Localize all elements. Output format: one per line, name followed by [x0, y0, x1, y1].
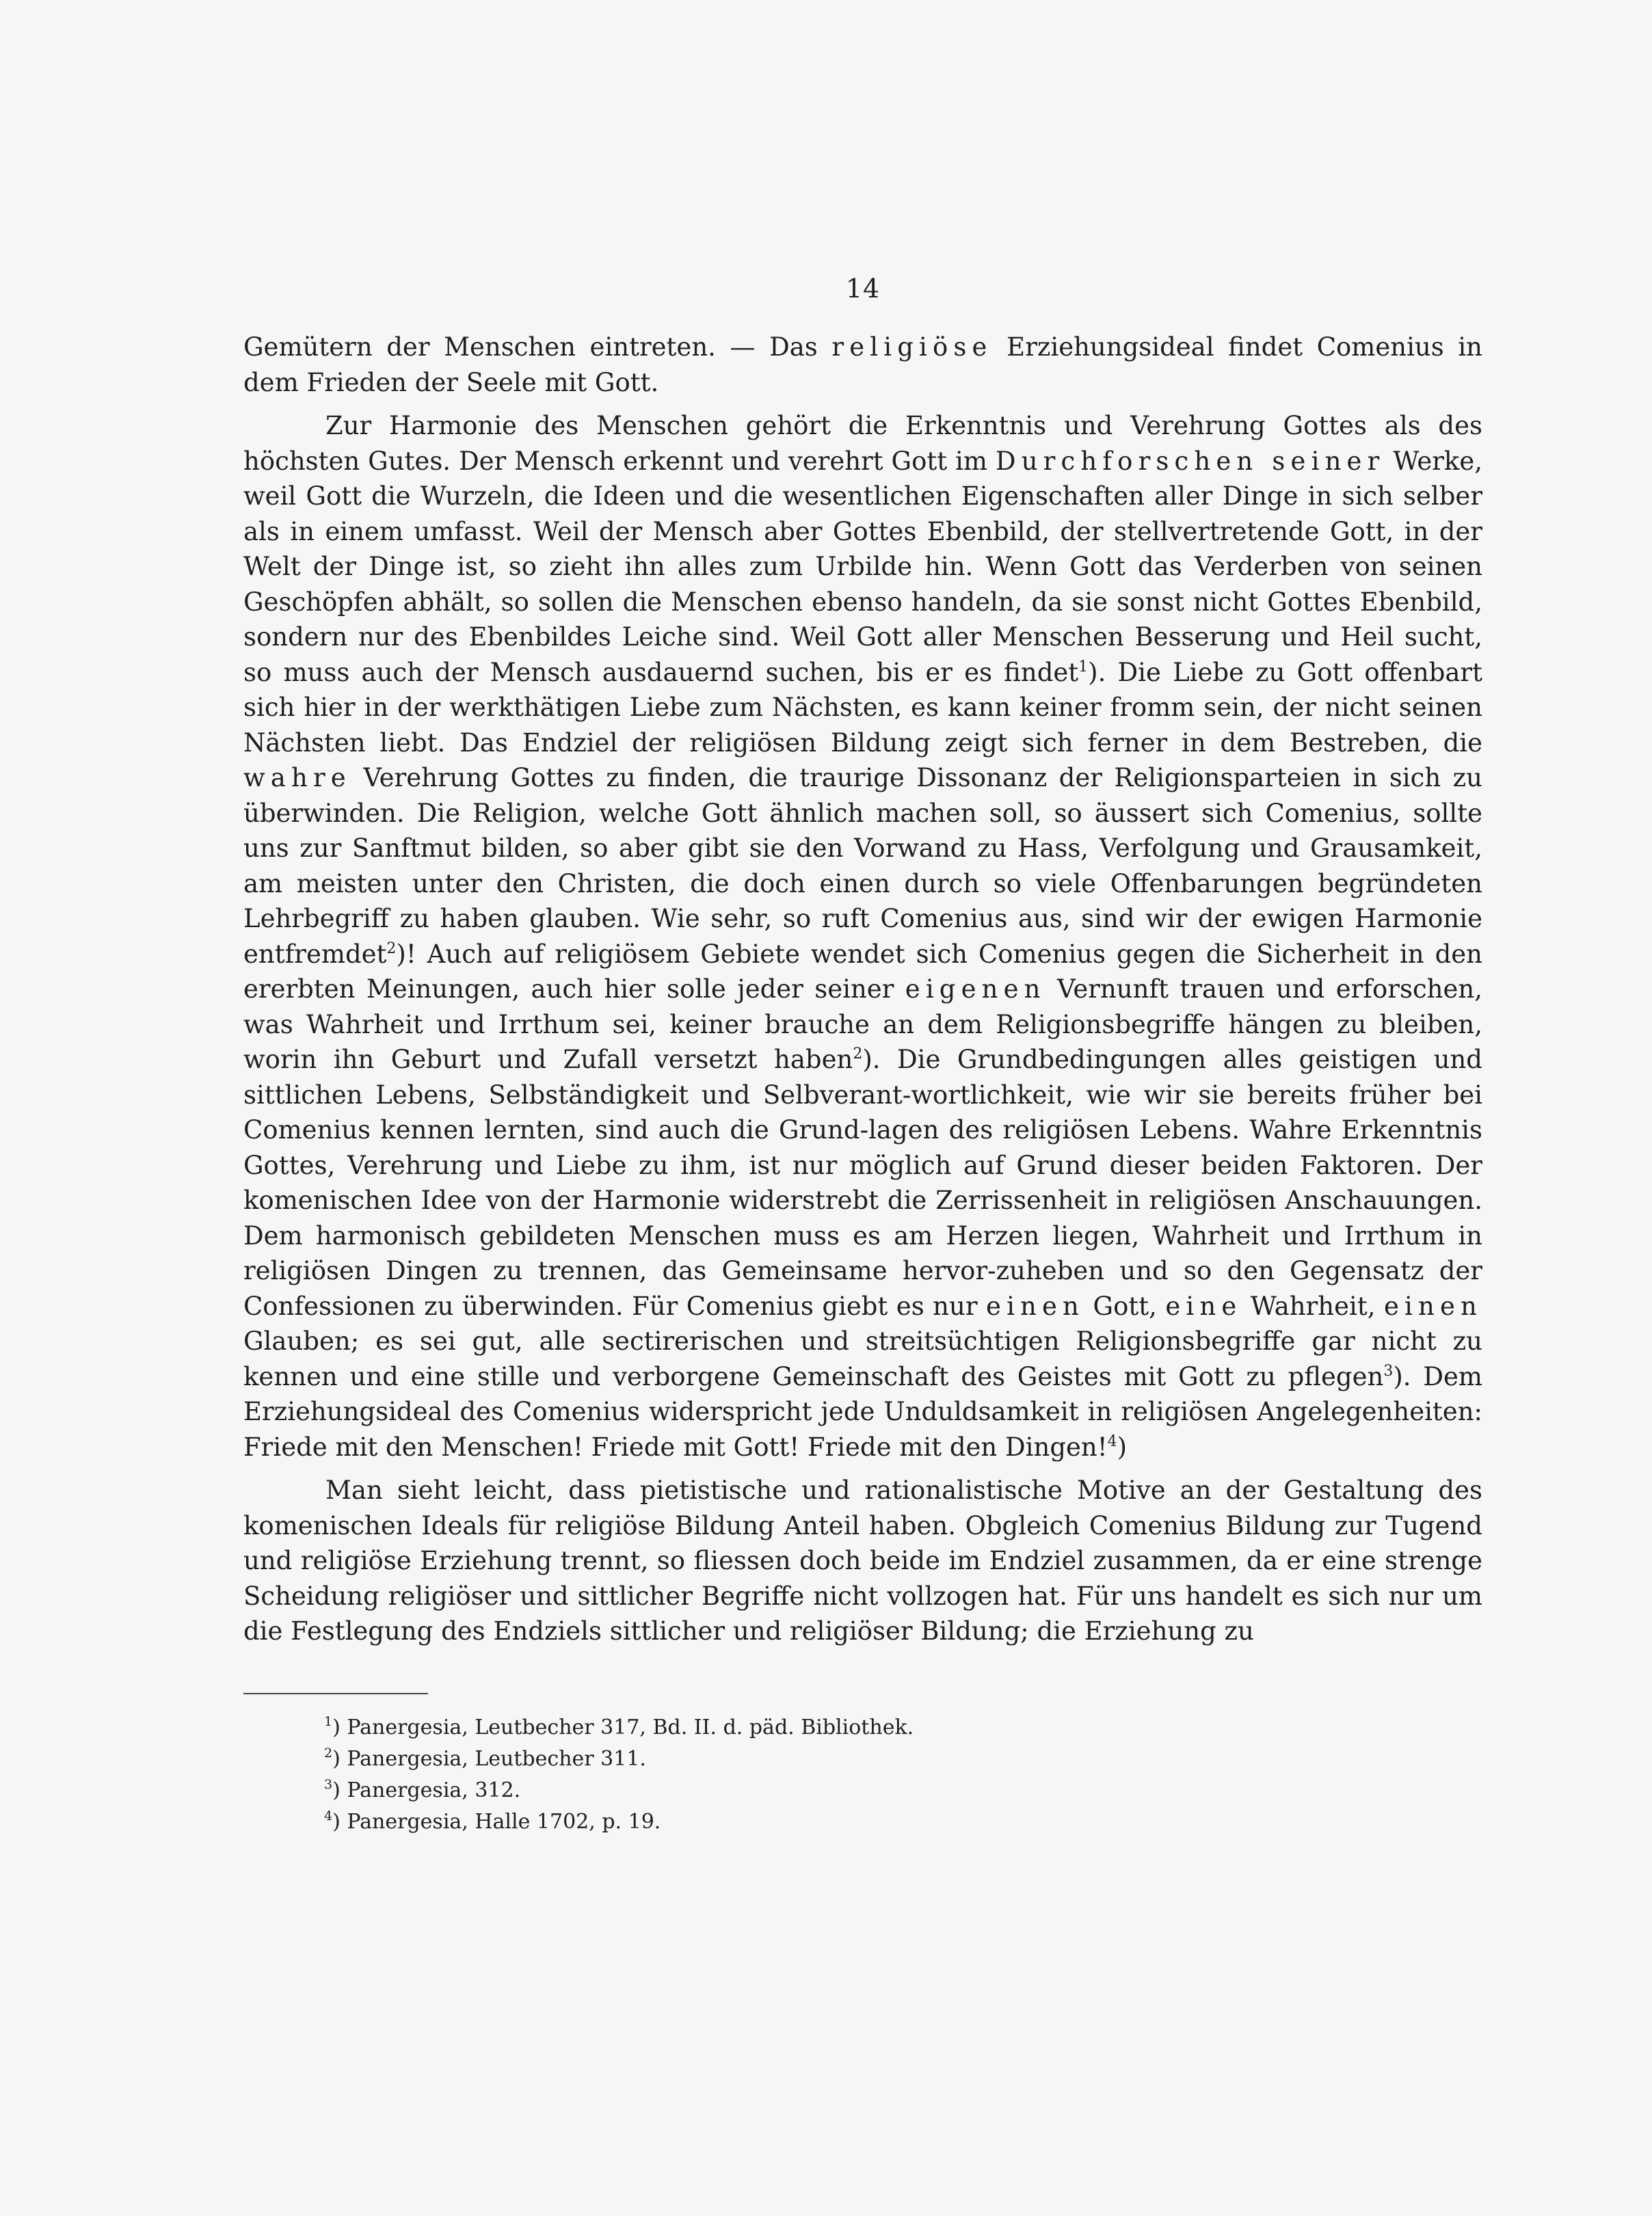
- footnote-reference: 2: [853, 1045, 863, 1063]
- body-text: [243, 330, 1482, 1649]
- footnote-mark: 2: [324, 1745, 333, 1761]
- emphasized-text: Durchforschen seiner: [995, 446, 1385, 476]
- text-segment: Werke, weil Gott die Wurzeln, die Ideen und die wesentlichen Eigenschaften aller Dinge in sich selber als in einem umfasst. Weil der Mensch aber Gottes Ebenbild, der stellvertretende Gott, in der Welt der Dinge ist, so zieht ihn alles zum Urbilde hin. Wenn Gott das Verderben von seinen Geschöpfen abhält, so sollen die Menschen ebenso handeln, da sie sonst nicht Gottes Ebenbild, sondern nur des Ebenbildes Leiche sind. Weil Gott aller Menschen Besserung und Heil sucht, so muss auch der Mensch ausdauernd suchen, bis er es findet: [243, 446, 1483, 687]
- emphasized-text: eine: [1165, 1291, 1242, 1321]
- footnote: [324, 1712, 1482, 1744]
- text-segment: Gott,: [1084, 1291, 1166, 1321]
- emphasized-text: eigenen: [905, 974, 1046, 1004]
- paragraph: [243, 330, 1482, 400]
- footnote-mark: 4: [324, 1808, 333, 1824]
- paragraph: [243, 408, 1482, 1465]
- text-segment: Erziehungsideal findet Comenius in dem Frieden der Seele mit Gott.: [243, 332, 1482, 397]
- text-segment: Vernunft trauen und erforschen, was Wahrheit und Irrthum sei, keiner brauche an dem Religionsbegriffe hängen zu bleiben, worin ihn Geburt und Zufall versetzt haben: [243, 974, 1482, 1074]
- footnote-text: ) Panergesia, 312.: [332, 1778, 521, 1802]
- page-number: 14: [845, 273, 881, 304]
- emphasized-text: einen: [986, 1291, 1085, 1321]
- footnote: [324, 1744, 1482, 1775]
- text-segment: ). Die Liebe zu Gott offenbart sich hier in der werkthätigen Liebe zum Nächsten, es kann keiner fromm sein, der nicht seinen Nächsten liebt. Das Endziel der religiösen Bildung zeigt sich ferner in dem Bestreben, die: [243, 657, 1482, 758]
- footnote-reference: 2: [386, 939, 397, 957]
- footnote-reference: 3: [1383, 1362, 1394, 1380]
- emphasized-text: religiöse: [831, 332, 993, 362]
- footnote-reference: 1: [1078, 658, 1089, 676]
- emphasized-text: einen: [1384, 1291, 1482, 1321]
- footnote-text: ) Panergesia, Leutbecher 317, Bd. II. d. päd. Bibliothek.: [332, 1715, 914, 1739]
- text-segment: ): [1117, 1432, 1128, 1462]
- text-segment: Zur Harmonie des Menschen gehört die Erkenntnis und Verehrung Gottes als des höchsten Gutes. Der Mensch erkennt und verehrt Gott im: [243, 411, 1482, 476]
- footnote-text: ) Panergesia, Leutbecher 311.: [332, 1746, 646, 1771]
- text-segment: ). Die Grundbedingungen alles geistigen und sittlichen Lebens, Selbständigkeit und Selbverant-wortlichkeit, wie wir sie bereits früher bei Comenius kennen lernten, sind auch die Grund-lagen des religiösen Lebens. Wahre Erkenntnis Gottes, Verehrung und Liebe zu ihm, ist nur möglich auf Grund dieser beiden Faktoren. Der komenischen Idee von der Harmonie widerstrebt die Zerrissenheit in religiösen Anschauungen. Dem harmonisch gebildeten Menschen muss es am Herzen liegen, Wahrheit und Irrthum in religiösen Dingen zu trennen, das Gemeinsame hervor-zuheben und so den Gegensatz der Confessionen zu überwinden. Für Comenius giebt es nur: [243, 1045, 1482, 1321]
- document-page: [243, 273, 1482, 1838]
- text-segment: Verehrung Gottes zu finden, die traurige Dissonanz der Religionsparteien in sich zu überwinden. Die Religion, welche Gott ähnlich machen soll, so äussert sich Comenius, sollte uns zur Sanftmut bilden, so aber gibt sie den Vorwand zu Hass, Verfolgung und Grausamkeit, am meisten unter den Christen, die doch einen durch so viele Offenbarungen begründeten Lehrbegriff zu haben glauben. Wie sehr, so ruft Comenius aus, sind wir der ewigen Harmonie entfremdet: [243, 763, 1482, 969]
- footnote-mark: 3: [324, 1776, 333, 1792]
- footnote-divider: [243, 1693, 428, 1694]
- footnotes: [243, 1712, 1482, 1838]
- text-segment: Gemütern der Menschen eintreten. — Das: [243, 332, 832, 362]
- emphasized-text: wahre: [243, 763, 351, 792]
- text-segment: ). Dem Erziehungsideal des Comenius widerspricht jede Unduldsamkeit in religiösen Angelegenheiten: Friede mit den Menschen! Friede mit Gott! Friede mit den Dingen!: [243, 1361, 1483, 1462]
- footnote: [324, 1775, 1482, 1806]
- footnote-reference: 4: [1107, 1432, 1117, 1450]
- footnote-text: ) Panergesia, Halle 1702, p. 19.: [332, 1809, 661, 1834]
- text-segment: Man sieht leicht, dass pietistische und rationalistische Motive an der Gestaltung des komenischen Ideals für religiöse Bildung Anteil haben. Obgleich Comenius Bildung zur Tugend und religiöse Erziehung trennt, so fliessen doch beide im Endziel zusammen, da er eine strenge Scheidung religiöser und sittlicher Begriffe nicht vollzogen hat. Für uns handelt es sich nur um die Festlegung des Endziels sittlicher und religiöser Bildung; die Erziehung zu: [243, 1476, 1482, 1646]
- paragraph: [243, 1473, 1482, 1649]
- footnote-mark: 1: [324, 1713, 333, 1729]
- text-segment: Wahrheit,: [1242, 1291, 1384, 1321]
- text-segment: )! Auch auf religiösem Gebiete wendet sich Comenius gegen die Sicherheit in den ererbten Meinungen, auch hier solle jeder seiner: [243, 939, 1482, 1004]
- text-segment: Glauben; es sei gut, alle sectirerischen und streitsüchtigen Religionsbegriffe gar nicht zu kennen und eine stille und verborgene Gemeinschaft des Geistes mit Gott zu pflegen: [243, 1326, 1482, 1391]
- footnote: [324, 1806, 1482, 1838]
